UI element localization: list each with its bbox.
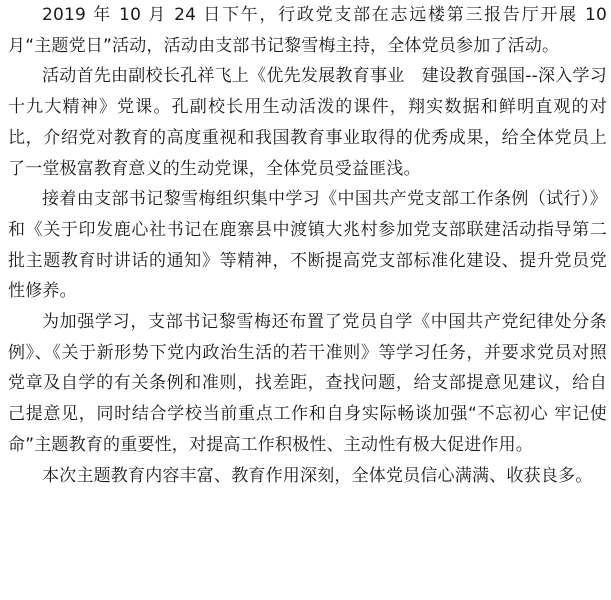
paragraph-intro: 2019 年 10 月 24 日下午，行政党支部在志远楼第三报告厅开展 10 月“主题党日”活动，活动由支部书记黎雪梅主持，全体党员参加了活动。	[8, 5, 607, 56]
paragraph-study-session: 接着由支部书记黎雪梅组织集中学习《中国共产党支部工作条例（试行）》和《关于印发鹿心社书记在鹿寨县中渡镇大兆村参加党支部联建活动指导第二批主题教育时讲话的通知》等精神，不断提高党支部标准化建设、提升党员党性修养。	[8, 189, 607, 302]
paragraph-self-study-tasks: 为加强学习，支部书记黎雪梅还布置了党员自学《中国共产党纪律处分条例》、《关于新形势下党内政治生活的若干准则》等学习任务，并要求党员对照党章及自学的有关条例和准则，找差距，查找问题，给支部提意见建议，给自己提意见，同时结合学校当前重点工作和自身实际畅谈加强“不忘初心 牢记使命”主题教育的重要性，对提高工作积极性、主动性有极大促进作用。	[8, 312, 607, 455]
paragraph-party-lecture: 活动首先由副校长孔祥飞上《优先发展教育事业 建设教育强国--深入学习十九大精神》党课。孔副校长用生动活泼的课件，翔实数据和鲜明直观的对比，介绍党对教育的高度重视和我国教育事业取得的优秀成果，给全体党员上了一堂极富教育意义的生动党课，全体党员受益匪浅。	[8, 66, 607, 179]
paragraph-conclusion: 本次主题教育内容丰富、教育作用深刻，全体党员信心满满、收获良多。	[42, 465, 593, 486]
